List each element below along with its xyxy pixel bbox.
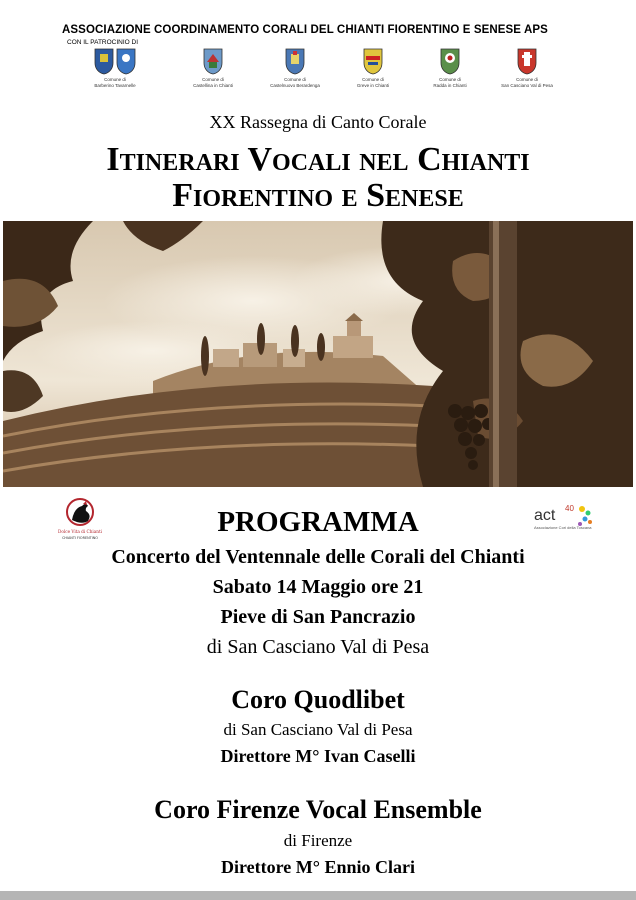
choir-1-name: Coro Quodlibet	[231, 685, 405, 714]
logo-right-sup: 40	[565, 504, 574, 513]
crest-san-casciano	[492, 46, 562, 88]
crest-castellina	[178, 46, 248, 88]
crest-castelnuovo	[260, 46, 330, 88]
crest-caption-1: Comune di	[516, 77, 538, 82]
crest-caption-2: Castellina in Chianti	[193, 83, 233, 88]
choir-2-name: Coro Firenze Vocal Ensemble	[154, 795, 482, 824]
vineyard-photo	[3, 221, 633, 487]
coat-of-arms-icon	[201, 46, 225, 76]
concert-date: Sabato 14 Maggio ore 21	[212, 576, 424, 598]
crest-caption-1: Comune di	[362, 77, 384, 82]
crest-caption-2: Barberino Tavarnelle	[94, 83, 136, 88]
concert-title: Concerto del Ventennale delle Corali del Chianti	[111, 546, 525, 568]
choir-2-director: Direttore M° Ennio Clari	[220, 857, 415, 877]
crest-caption-2: San Casciano Val di Pesa	[501, 83, 553, 88]
coat-of-arms-icon	[283, 46, 307, 76]
crest-caption-1: Comune di	[439, 77, 461, 82]
logo-left-text-1: Dolce Vita di Chianti	[58, 529, 102, 534]
logo-left-text-2: CHIANTI FIORENTINO	[62, 536, 98, 540]
coat-of-arms-icon	[92, 46, 138, 76]
crest-greve	[338, 46, 408, 88]
program-heading: PROGRAMMA	[217, 506, 419, 538]
concert-venue: Pieve di San Pancrazio	[220, 606, 416, 628]
association-name: ASSOCIAZIONE COORDINAMENTO CORALI DEL CHIANTI FIORENTINO E SENESE APS	[62, 24, 548, 36]
coat-of-arms-icon	[438, 46, 462, 76]
choir-1-director: Direttore M° Ivan Caselli	[220, 746, 416, 766]
concert-town: di San Casciano Val di Pesa	[206, 636, 430, 658]
edition-title: XX Rassegna di Canto Corale	[209, 112, 427, 132]
coat-of-arms-icon	[361, 46, 385, 76]
choir-1-origin: di San Casciano Val di Pesa	[223, 720, 413, 739]
crest-caption-2: Castelnuovo Berardenga	[270, 83, 320, 88]
crest-barberino	[80, 46, 150, 88]
crest-caption-2: Greve in Chianti	[356, 83, 390, 88]
crest-caption-1: Comune di	[104, 77, 126, 82]
coat-of-arms-icon	[515, 46, 539, 76]
footer-bar	[0, 891, 636, 900]
crest-radda	[415, 46, 485, 88]
crest-caption-1: Comune di	[284, 77, 306, 82]
municipality-crests	[60, 46, 580, 98]
main-title-line-1: Itinerari Vocali nel Chianti	[106, 141, 530, 178]
crest-caption-2: Radda in Chianti	[433, 83, 467, 88]
choir-2-origin: di Firenze	[283, 831, 353, 850]
logo-right-text: act	[534, 507, 556, 524]
logo-right-sub: Associazione Cori della Toscana	[534, 525, 592, 530]
patronage-label: CON IL PATROCINIO DI	[67, 39, 139, 46]
crest-caption-1: Comune di	[202, 77, 224, 82]
main-title-line-2: Fiorentino e Senese	[172, 177, 464, 214]
